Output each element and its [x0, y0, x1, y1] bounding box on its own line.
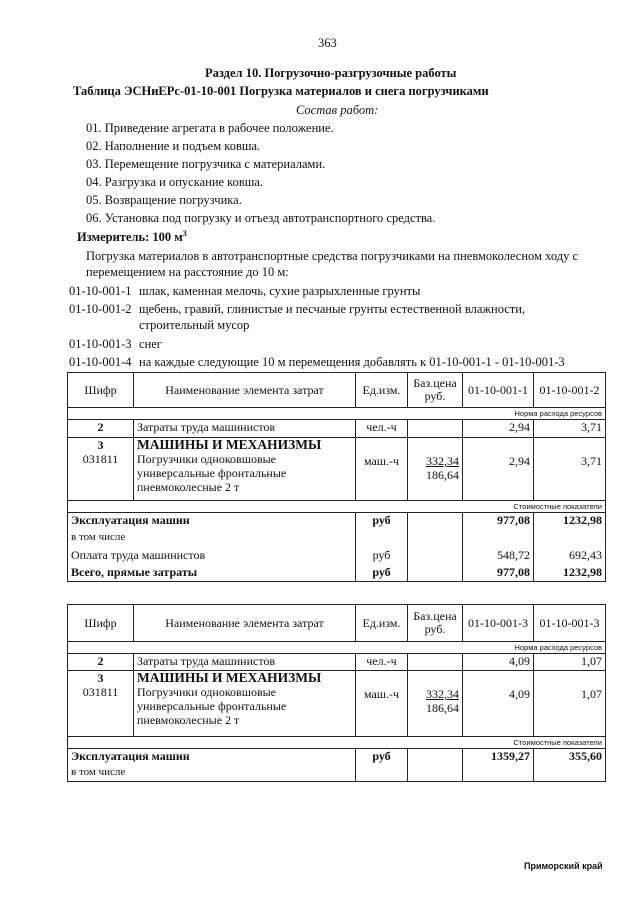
footer-region: Приморский край	[524, 861, 603, 871]
description: перемещением на расстояние до 10 м:	[86, 265, 289, 279]
work-item: 03. Перемещение погрузчика с материалами.	[86, 157, 326, 171]
price-top: 332,34	[426, 687, 459, 701]
row-value: 2,94	[463, 420, 534, 438]
pay-unit: руб	[356, 548, 408, 565]
pay-value: 548,72	[463, 548, 534, 565]
header-code: Шифр	[68, 605, 134, 642]
row-unit: маш.-ч	[356, 671, 408, 737]
cost-label: Стоимостные показатели	[68, 737, 606, 749]
group-title: МАШИНЫ И МЕХАНИЗМЫ	[137, 437, 322, 452]
work-item: 01. Приведение агрегата в рабочее положение.	[86, 121, 334, 135]
header-col1: 01-10-001-3	[463, 605, 534, 642]
description: Погрузка материалов в автотранспортные средства погрузчиками на пневмоколесном ходу с	[86, 249, 579, 263]
total-label: Всего, прямые затраты	[68, 565, 356, 582]
norm-label: Норма расхода ресурсов	[68, 642, 606, 654]
code-text: на каждые следующие 10 м перемещения добавлять к 01-10-001-1 - 01-10-001-3	[139, 355, 565, 369]
row-name: Затраты труда машинистов	[134, 420, 356, 438]
total-value: 977,08	[463, 565, 534, 582]
header-name: Наименование элемента затрат	[134, 373, 356, 408]
table-title: Таблица ЭСНиЕРс-01-10-001 Погрузка материалов и снега погрузчиками	[73, 84, 489, 98]
row-value: 3,71	[534, 438, 606, 501]
header-price: Баз.цена руб.	[408, 605, 463, 642]
row-value: 3,71	[534, 420, 606, 438]
code-id: 01-10-001-4	[69, 355, 132, 369]
table-row	[68, 420, 606, 438]
row-code: 031811	[82, 685, 119, 699]
norm-label: Норма расхода ресурсов	[68, 408, 606, 420]
header-col1: 01-10-001-1	[463, 373, 534, 408]
code-id: 01-10-001-3	[69, 337, 132, 351]
row-value: 4,09	[463, 671, 534, 737]
row-name: Погрузчики одноковшовые	[137, 685, 277, 699]
work-item: 02. Наполнение и подъем ковша.	[86, 139, 261, 153]
row-code: 2	[68, 654, 134, 671]
header-code: Шифр	[68, 373, 134, 408]
resource-table-1	[67, 372, 606, 582]
header-unit: Ед.изм.	[356, 373, 408, 408]
row-value: 4,09	[463, 654, 534, 671]
row-value: 1,07	[534, 654, 606, 671]
work-item: 05. Возвращение погрузчика.	[86, 193, 242, 207]
row-unit: чел.-ч	[356, 420, 408, 438]
exp-value: 1359,27	[463, 749, 534, 765]
row-name: пневмоколесные 2 т	[137, 480, 240, 494]
header-col2: 01-10-001-2	[534, 373, 606, 408]
row-name: универсальные фронтальные	[137, 466, 287, 480]
row-code: 2	[68, 420, 134, 438]
code-id: 01-10-001-1	[69, 284, 132, 298]
work-item: 04. Разгрузка и опускание ковша.	[86, 175, 264, 189]
group-title: МАШИНЫ И МЕХАНИЗМЫ	[137, 670, 322, 685]
code-text: снег	[139, 337, 162, 351]
cost-label: Стоимостные показатели	[68, 501, 606, 513]
incl-label: в том числе	[68, 765, 356, 782]
row-unit: чел.-ч	[356, 654, 408, 671]
exp-value: 1232,98	[534, 513, 606, 530]
exp-value: 977,08	[463, 513, 534, 530]
price-top: 332,34	[426, 454, 459, 468]
price-bottom: 186,64	[426, 701, 459, 715]
code-text: щебень, гравий, глинистые и песчаные грунты естественной влажности,	[139, 302, 526, 316]
header-price: Баз.цена руб.	[408, 373, 463, 408]
exp-value: 355,60	[534, 749, 606, 765]
resource-table-2	[67, 604, 606, 782]
code-text: шлак, каменная мелочь, сухие разрыхленные грунты	[139, 284, 421, 298]
table-row	[68, 654, 606, 671]
exp-label: Эксплуатация машин	[68, 513, 356, 530]
code-id: 01-10-001-2	[69, 302, 132, 316]
table-row	[68, 438, 606, 501]
header-col2: 01-10-001-3	[534, 605, 606, 642]
row-value: 2,94	[463, 438, 534, 501]
row-name: Погрузчики одноковшовые	[137, 452, 277, 466]
section-title: Раздел 10. Погрузочно-разгрузочные работы	[205, 66, 457, 80]
table-row	[68, 671, 606, 737]
exp-unit: руб	[356, 749, 408, 765]
pay-label: Оплата труда машинистов	[68, 548, 356, 565]
row-code: 3	[97, 438, 104, 452]
exp-unit: руб	[356, 513, 408, 530]
row-code: 3	[97, 671, 104, 685]
row-unit: маш.-ч	[356, 438, 408, 501]
pay-value: 692,43	[534, 548, 606, 565]
work-heading: Состав работ:	[296, 103, 379, 117]
header-unit: Ед.изм.	[356, 605, 408, 642]
code-text: строительный мусор	[139, 318, 250, 332]
row-name: Затраты труда машинистов	[134, 654, 356, 671]
total-value: 1232,98	[534, 565, 606, 582]
row-value: 1,07	[534, 671, 606, 737]
page-number: 363	[318, 36, 337, 50]
incl-label: в том числе	[68, 530, 356, 548]
header-name: Наименование элемента затрат	[134, 605, 356, 642]
total-unit: руб	[356, 565, 408, 582]
row-name: пневмоколесные 2 т	[137, 713, 240, 727]
row-code: 031811	[82, 452, 119, 466]
row-name: универсальные фронтальные	[137, 699, 287, 713]
price-bottom: 186,64	[426, 468, 459, 482]
meter-label: Измеритель: 100 $м^3$	[77, 229, 187, 245]
exp-label: Эксплуатация машин	[68, 749, 356, 765]
work-item: 06. Установка под погрузку и отъезд автотранспортного средства.	[86, 211, 436, 225]
